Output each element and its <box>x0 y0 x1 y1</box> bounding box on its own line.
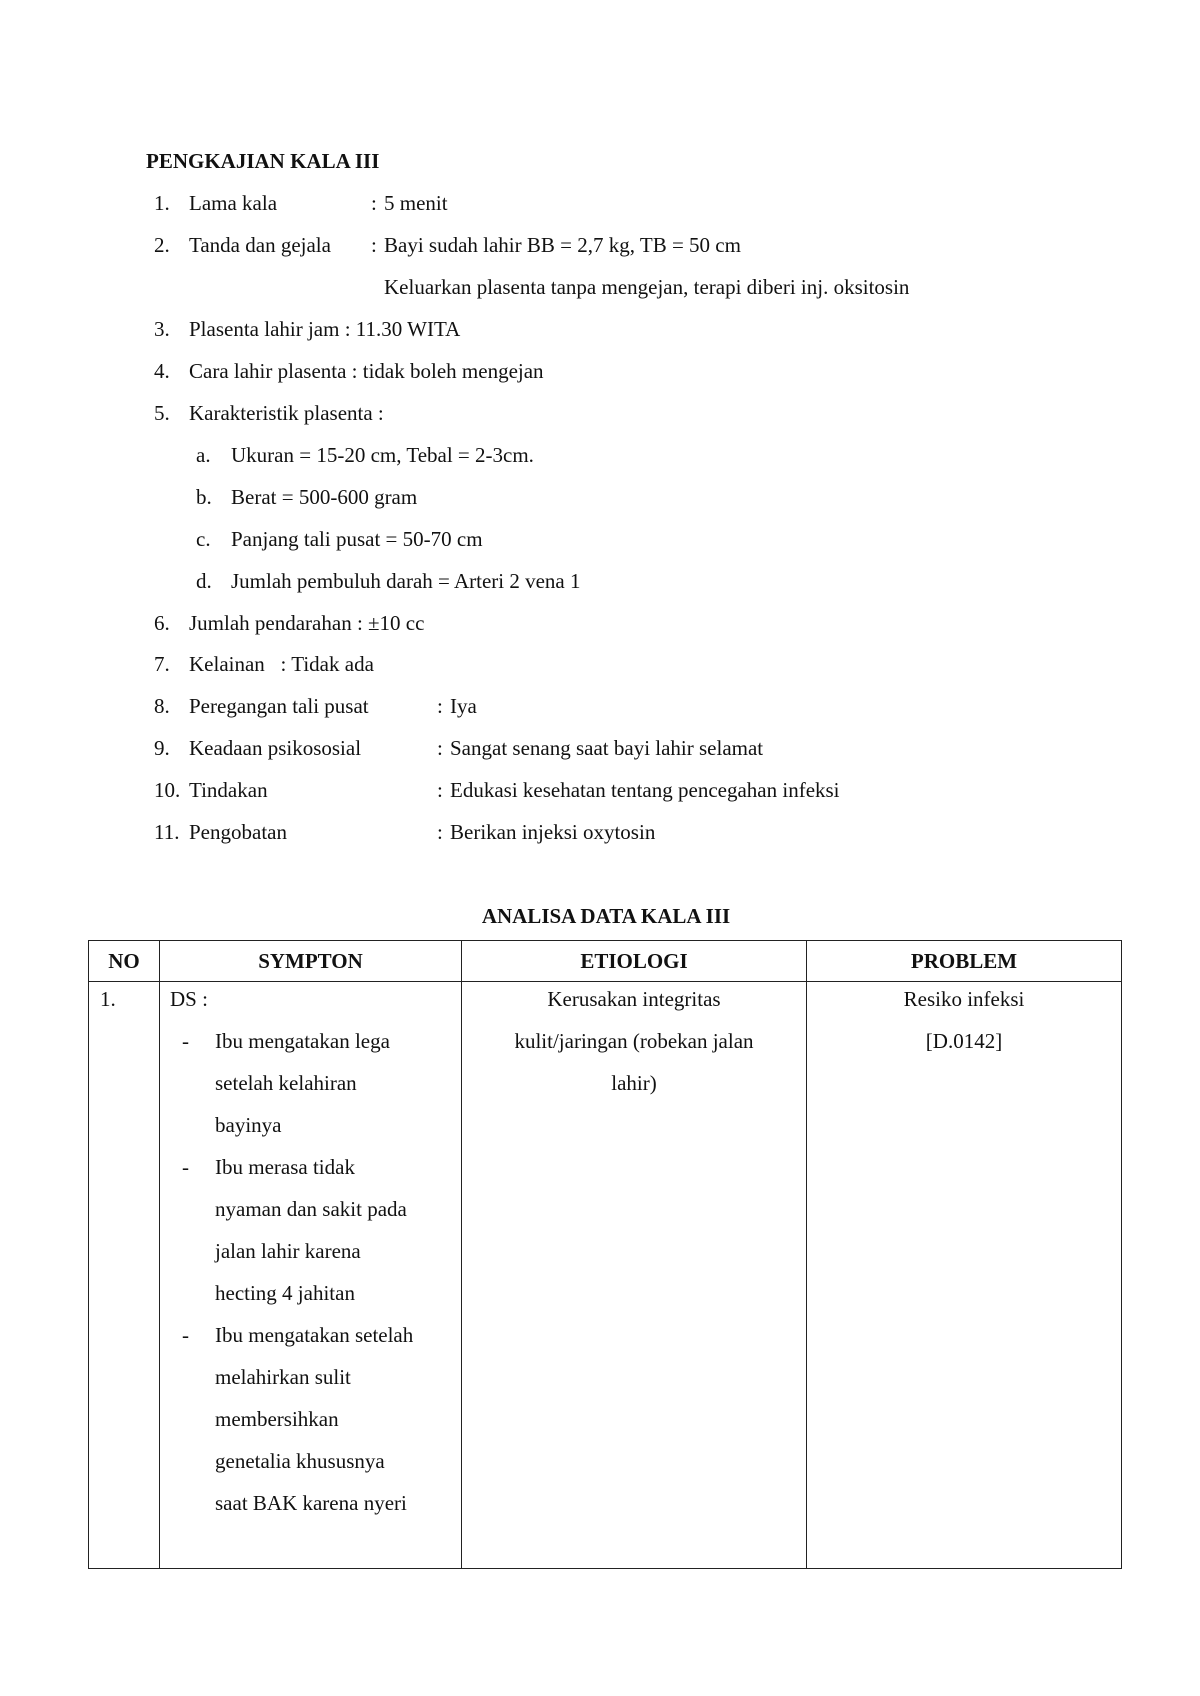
row-number: 1. <box>100 987 116 1011</box>
symptom-line: melahirkan sulit <box>215 1365 351 1389</box>
list-item-text: Jumlah pendarahan : ±10 cc <box>189 611 425 635</box>
list-item-text: Plasenta lahir jam : 11.30 WITA <box>189 317 461 341</box>
list-item-separator: : <box>437 820 443 844</box>
sub-item-letter: c. <box>196 527 211 551</box>
cell-symptom <box>160 982 462 1569</box>
list-item-text: Karakteristik plasenta : <box>189 401 384 425</box>
sub-item-text: Berat = 500-600 gram <box>231 485 418 509</box>
symptom-line: jalan lahir karena <box>215 1239 361 1263</box>
symptom-line: saat BAK karena nyeri <box>215 1491 407 1515</box>
cell-etiology <box>462 982 807 1569</box>
symptom-line: membersihkan <box>215 1407 339 1431</box>
cell-no <box>89 982 160 1569</box>
list-item-text: Kelainan : Tidak ada <box>189 652 374 676</box>
table-title: ANALISA DATA KALA III <box>481 904 731 928</box>
list-item-number: 11. <box>154 820 180 844</box>
symptom-line: setelah kelahiran <box>215 1071 357 1095</box>
list-item-value: Iya <box>450 694 477 718</box>
sub-item-text: Panjang tali pusat = 50-70 cm <box>231 527 483 551</box>
list-item-number: 3. <box>154 317 170 341</box>
analysis-table <box>88 940 1122 1569</box>
etiology-line: lahir) <box>611 1071 657 1095</box>
symptom-line: nyaman dan sakit pada <box>215 1197 407 1221</box>
symptom-line: Ibu mengatakan lega <box>215 1029 390 1053</box>
bullet-dash: - <box>182 1155 189 1179</box>
list-item-value: Edukasi kesehatan tentang pencegahan infeksi <box>450 778 840 802</box>
list-item-label: Tanda dan gejala <box>189 233 331 257</box>
list-item-number: 1. <box>154 191 170 215</box>
symptom-line: Ibu mengatakan setelah <box>215 1323 414 1347</box>
symptom-line: Ibu merasa tidak <box>215 1155 355 1179</box>
symptom-line: bayinya <box>215 1113 282 1137</box>
symptom-heading: DS : <box>170 987 208 1011</box>
list-item-separator: : <box>437 694 443 718</box>
problem-line: Resiko infeksi <box>903 987 1025 1011</box>
list-item-label: Pengobatan <box>189 820 287 844</box>
list-item-value: Berikan injeksi oxytosin <box>450 820 656 844</box>
sub-item-letter: b. <box>196 485 212 509</box>
header-etiology: ETIOLOGI <box>462 941 807 982</box>
list-item-number: 7. <box>154 652 170 676</box>
list-item-value: Bayi sudah lahir BB = 2,7 kg, TB = 50 cm <box>384 233 741 257</box>
list-item-number: 6. <box>154 611 170 635</box>
symptom-line: genetalia khususnya <box>215 1449 385 1473</box>
table-header-row <box>89 941 1122 982</box>
sub-item-letter: d. <box>196 569 212 593</box>
list-item-separator: : <box>437 778 443 802</box>
list-item-value-continued: Keluarkan plasenta tanpa mengejan, terapi diberi inj. oksitosin <box>384 275 910 299</box>
list-item-number: 8. <box>154 694 170 718</box>
symptom-line: hecting 4 jahitan <box>215 1281 355 1305</box>
cell-problem <box>807 982 1122 1569</box>
list-item-label: Peregangan tali pusat <box>189 694 369 718</box>
list-item-separator: : <box>371 233 377 257</box>
sub-item-text: Jumlah pembuluh darah = Arteri 2 vena 1 <box>231 569 581 593</box>
etiology-line: Kerusakan integritas <box>547 987 721 1011</box>
header-problem: PROBLEM <box>807 941 1122 982</box>
list-item-number: 9. <box>154 736 170 760</box>
problem-code: [D.0142] <box>925 1029 1003 1053</box>
list-item-label: Keadaan psikososial <box>189 736 362 760</box>
etiology-line: kulit/jaringan (robekan jalan <box>514 1029 754 1053</box>
list-item-separator: : <box>437 736 443 760</box>
list-item-label: Tindakan <box>189 778 268 802</box>
list-item-value: Sangat senang saat bayi lahir selamat <box>450 736 764 760</box>
list-item-number: 5. <box>154 401 170 425</box>
bullet-dash: - <box>182 1029 189 1053</box>
sub-item-letter: a. <box>196 443 211 467</box>
list-item-number: 10. <box>154 778 181 802</box>
table-row <box>89 982 1122 1569</box>
sub-item-text: Ukuran = 15-20 cm, Tebal = 2-3cm. <box>231 443 534 467</box>
list-item-label: Lama kala <box>189 191 278 215</box>
section-title: PENGKAJIAN KALA III <box>146 149 380 173</box>
list-item-separator: : <box>371 191 377 215</box>
list-item-number: 4. <box>154 359 170 383</box>
header-symptom: SYMPTON <box>160 941 462 982</box>
list-item-value: 5 menit <box>384 191 448 215</box>
list-item-number: 2. <box>154 233 170 257</box>
list-item-text: Cara lahir plasenta : tidak boleh mengejan <box>189 359 544 383</box>
bullet-dash: - <box>182 1323 189 1347</box>
header-no: NO <box>89 941 160 982</box>
